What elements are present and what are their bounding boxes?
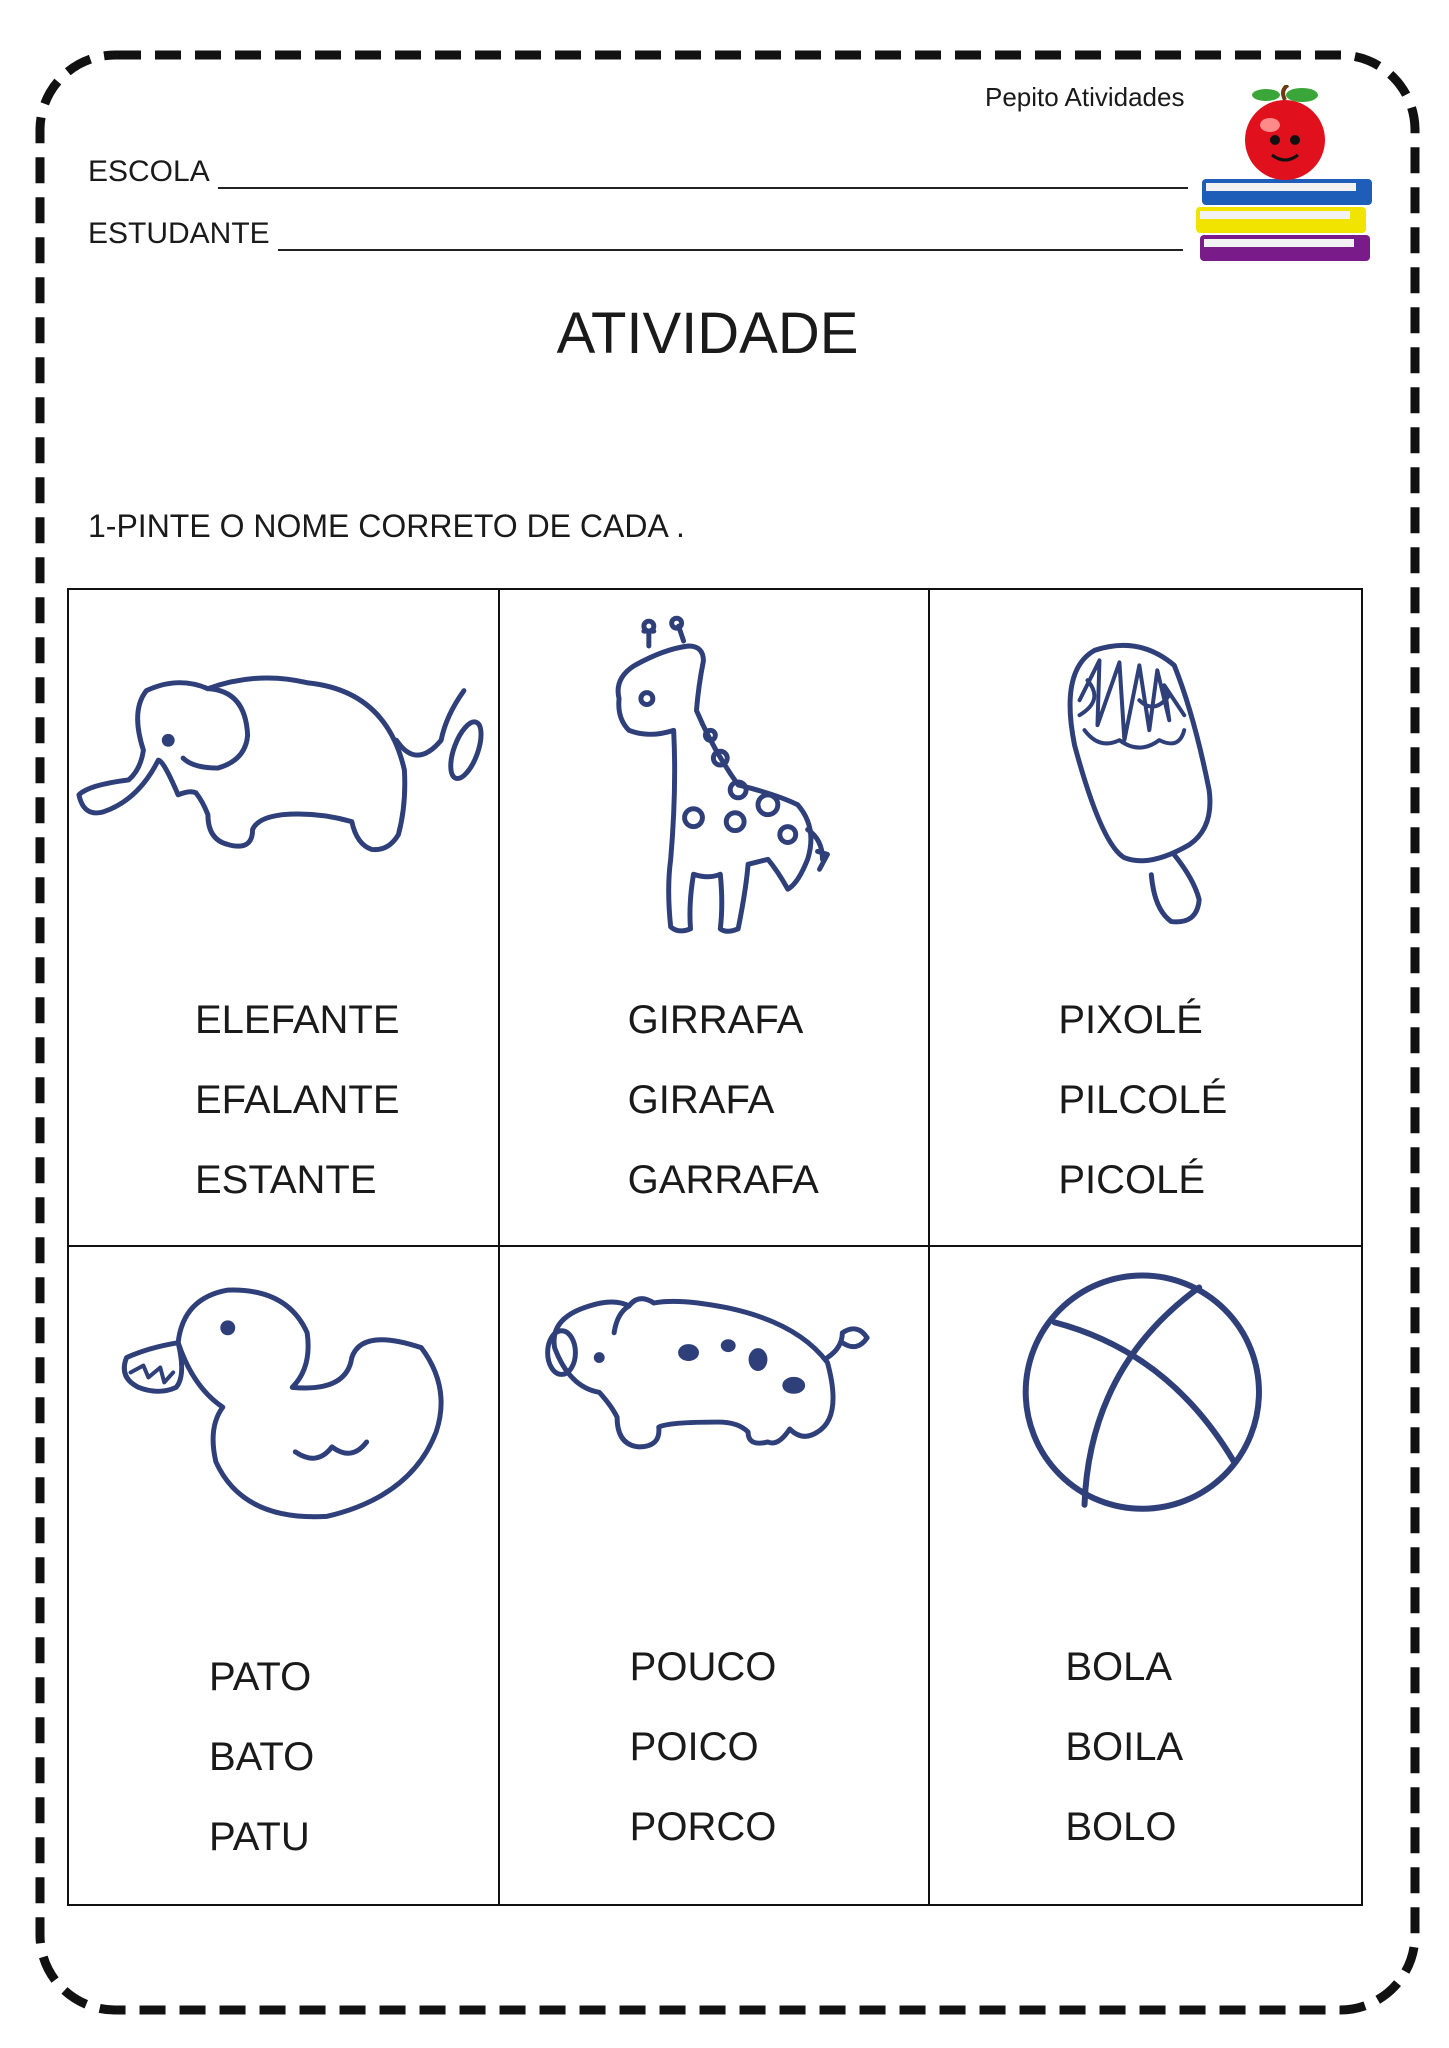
word-option[interactable]: BOLO: [1065, 1805, 1177, 1849]
word-option[interactable]: PILCOLÉ: [1058, 1078, 1228, 1122]
word-option[interactable]: GIRRAFA: [627, 998, 804, 1042]
word-option[interactable]: PICOLÉ: [1058, 1158, 1206, 1202]
word-options: [628, 980, 819, 1220]
activity-cell: [500, 590, 931, 1247]
activity-grid: [67, 588, 1363, 1906]
word-option[interactable]: ESTANTE: [195, 1158, 377, 1202]
word-option[interactable]: POICO: [629, 1725, 759, 1769]
apple-on-books-logo: [1190, 85, 1380, 275]
activity-cell: [500, 1247, 931, 1904]
duck-drawing: [69, 1247, 498, 1617]
word-options: [195, 980, 400, 1220]
student-input-line[interactable]: [278, 249, 1183, 251]
school-label: ESCOLA: [88, 155, 210, 188]
word-options: [1065, 1627, 1183, 1867]
instruction-text: 1-PINTE O NOME CORRETO DE CADA .: [88, 508, 685, 544]
school-input-line[interactable]: [218, 187, 1188, 189]
giraffe-drawing: [500, 590, 929, 960]
school-field: [88, 155, 1188, 189]
word-option[interactable]: GARRAFA: [627, 1158, 819, 1202]
word-option[interactable]: BATO: [209, 1735, 315, 1779]
word-option[interactable]: ELEFANTE: [195, 998, 400, 1042]
word-options: [1058, 980, 1227, 1220]
activity-cell: [69, 590, 500, 1247]
activity-cell: [69, 1247, 500, 1904]
word-option[interactable]: BOILA: [1065, 1725, 1184, 1769]
brand-name: Pepito Atividades: [985, 82, 1185, 112]
page-title: ATIVIDADE: [556, 301, 859, 366]
popsicle-drawing: [930, 590, 1361, 960]
word-options: [630, 1627, 777, 1867]
word-option[interactable]: EFALANTE: [195, 1078, 400, 1122]
word-option[interactable]: PATO: [209, 1655, 312, 1699]
elephant-drawing: [69, 590, 498, 960]
student-label: ESTUDANTE: [88, 217, 270, 250]
word-option[interactable]: POUCO: [629, 1645, 777, 1689]
student-field: [88, 217, 1183, 251]
word-option[interactable]: PIXOLÉ: [1058, 998, 1203, 1042]
word-options: [209, 1637, 314, 1877]
word-option[interactable]: PATU: [209, 1815, 310, 1859]
word-option[interactable]: GIRAFA: [627, 1078, 775, 1122]
word-option[interactable]: PORCO: [629, 1805, 777, 1849]
activity-cell: [930, 590, 1361, 1247]
ball-drawing: [930, 1247, 1361, 1617]
word-option[interactable]: BOLA: [1065, 1645, 1173, 1689]
activity-cell: [930, 1247, 1361, 1904]
pig-drawing: [500, 1247, 929, 1617]
